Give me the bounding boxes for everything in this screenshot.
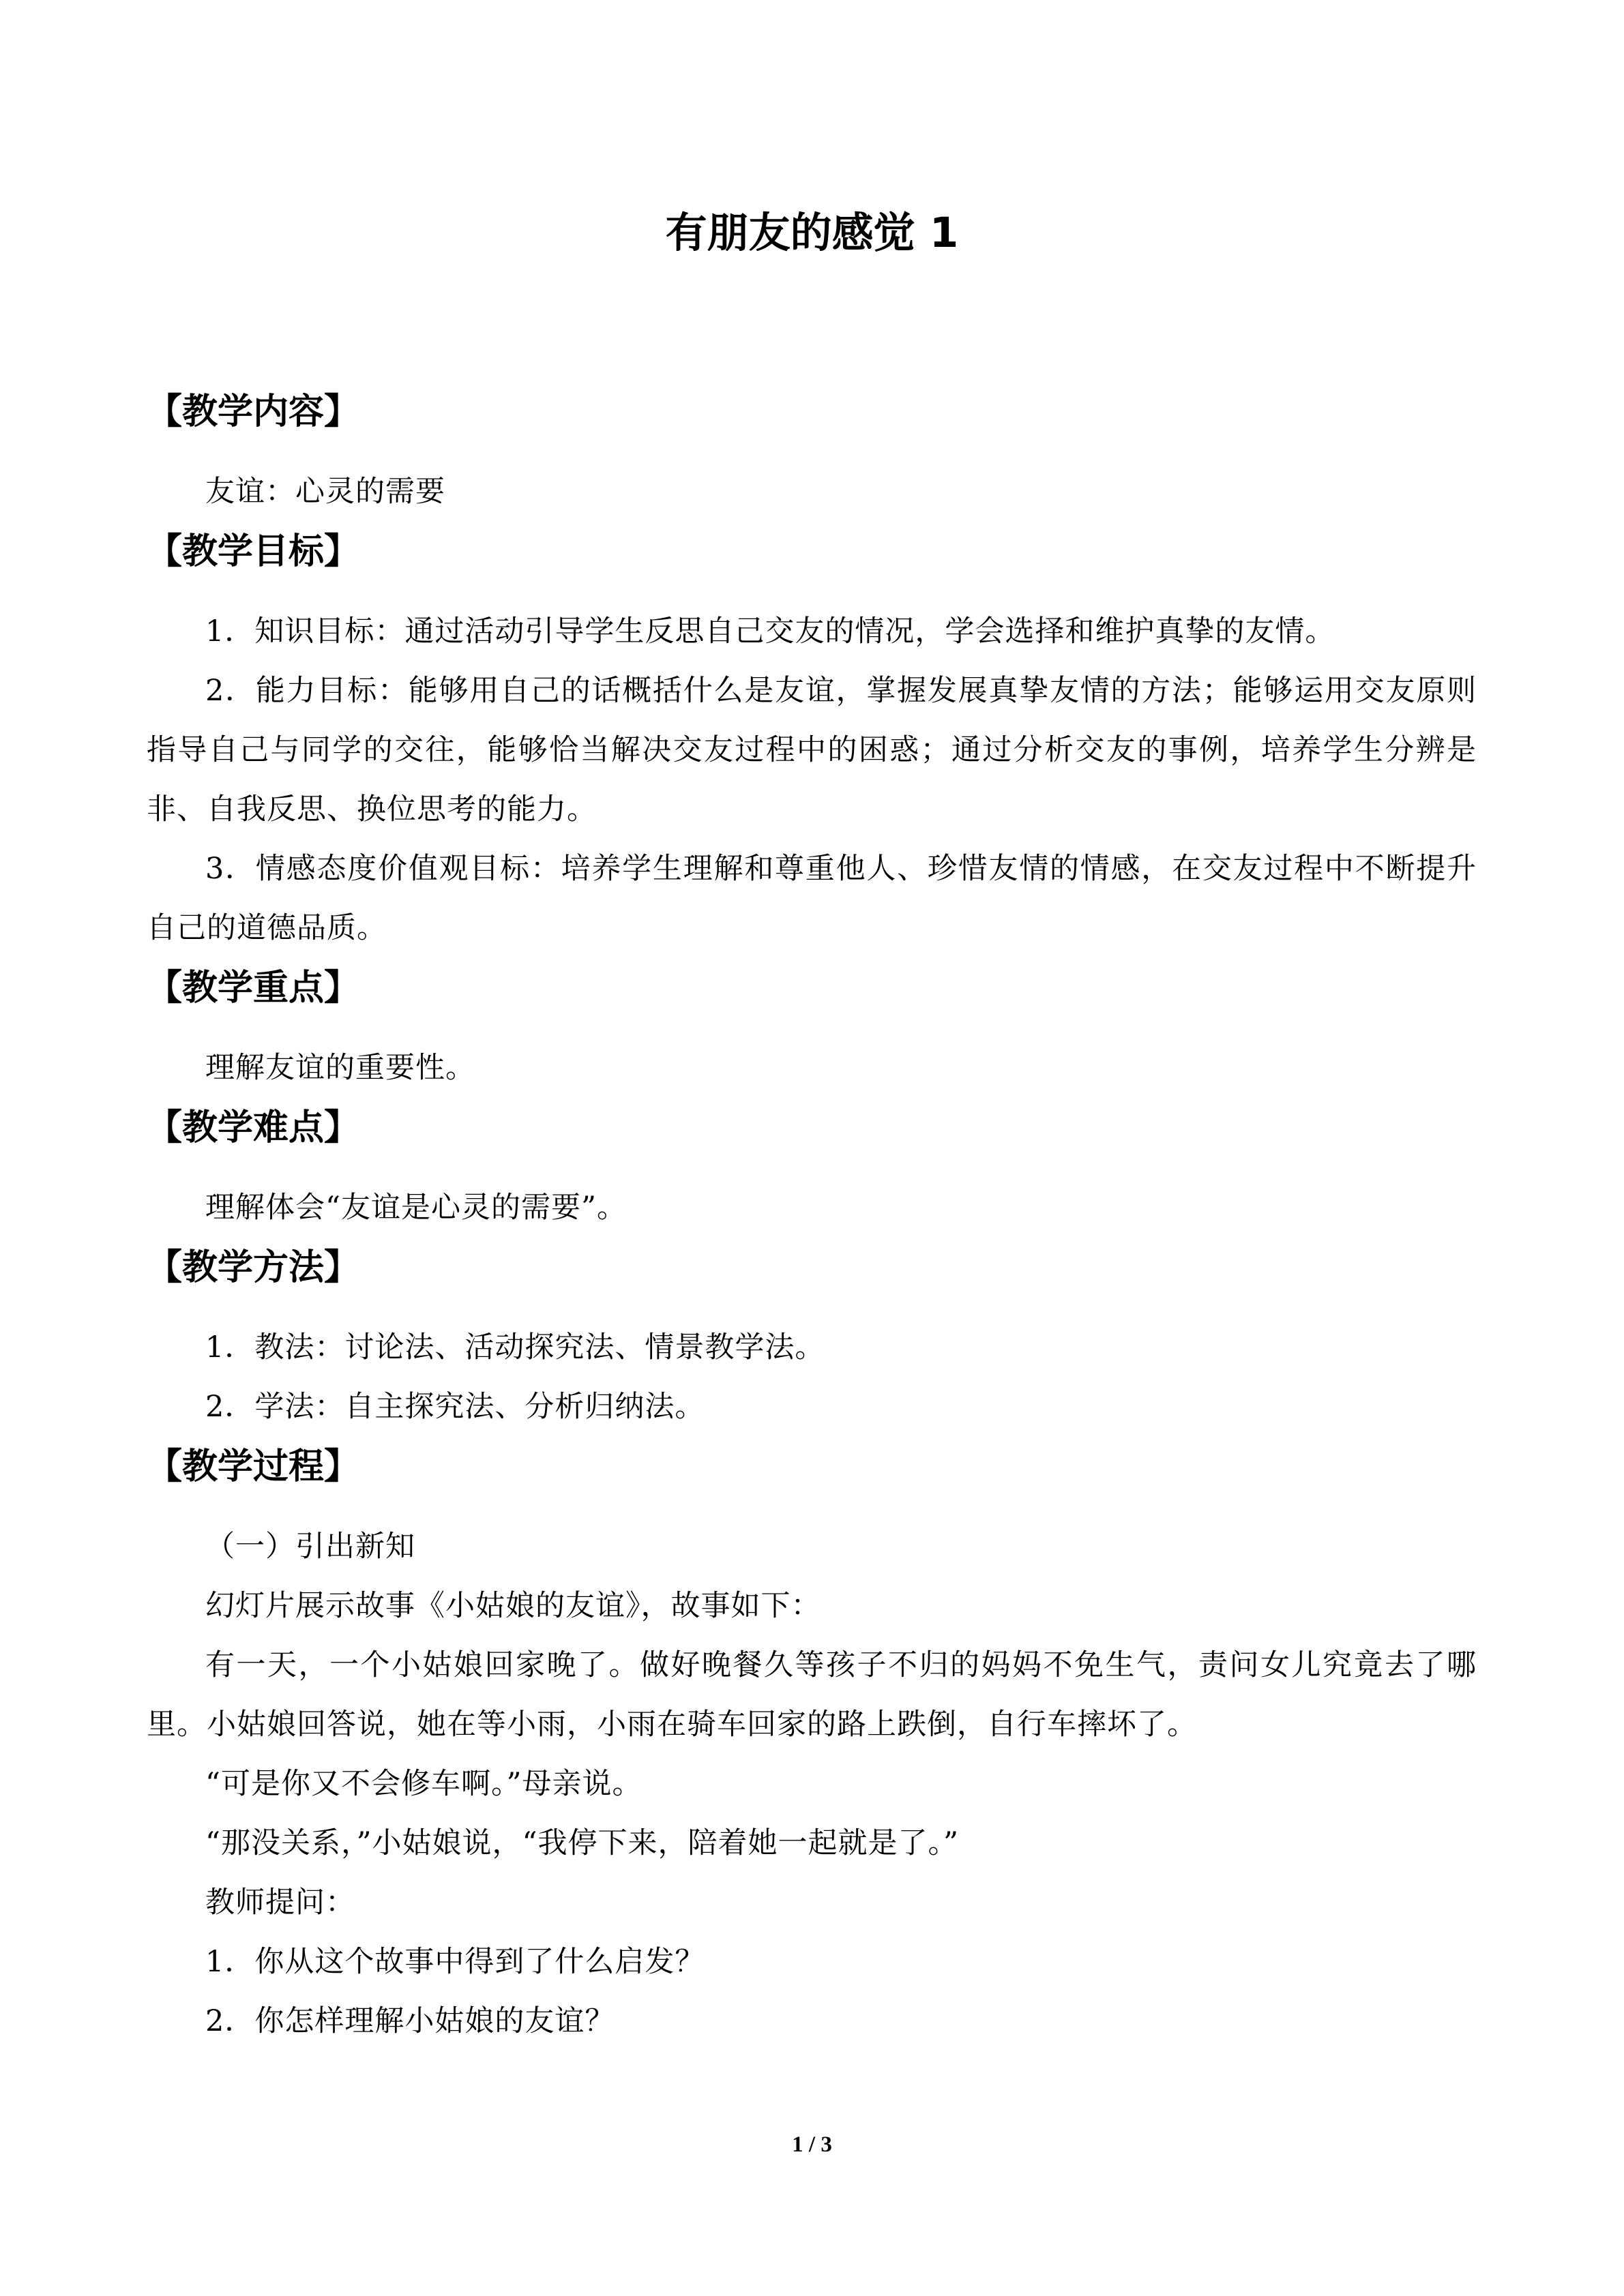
paragraph: 教师提问： (205, 1885, 355, 1920)
paragraph: 有一天，一个小姑娘回家晚了。做好晚餐久等孩子不归的妈妈不免生气，责问女儿究竟去了哪里。小姑娘回答说，她在等小雨，小雨在骑车回家的路上跌倒，自行车摔坏了。 (147, 1648, 1477, 1742)
section-heading: 【教学内容】 (147, 391, 360, 432)
paragraph: 1．知识目标：通过活动引导学生反思自己交友的情况，学会选择和维护真挚的友情。 (205, 614, 1335, 648)
paragraph: 理解友谊的重要性。 (205, 1051, 475, 1085)
paragraph: “可是你又不会修车啊。”母亲说。 (205, 1767, 643, 1801)
section-heading: 【教学过程】 (147, 1446, 360, 1487)
document-body (147, 382, 1477, 2051)
section-teaching-focus (147, 958, 1477, 1098)
section-teaching-difficulty (147, 1098, 1477, 1238)
section-heading: 【教学难点】 (147, 1107, 360, 1148)
section-heading: 【教学重点】 (147, 968, 360, 1009)
paragraph: 2．你怎样理解小姑娘的友谊？ (205, 2004, 615, 2038)
paragraph: 幻灯片展示故事《小姑娘的友谊》，故事如下： (205, 1589, 821, 1623)
paragraph: 友谊：心灵的需要 (205, 475, 445, 509)
page-number: 1 / 3 (792, 2132, 832, 2157)
paragraph: 3．情感态度价值观目标：培养学生理解和尊重他人、珍惜友情的情感，在交友过程中不断提升自己的道德品质。 (147, 852, 1477, 945)
paragraph: 1．你从这个故事中得到了什么启发？ (205, 1945, 705, 1979)
section-heading: 【教学目标】 (147, 531, 360, 572)
section-teaching-process (147, 1437, 1477, 2051)
section-teaching-content (147, 382, 1477, 522)
paragraph: “那没关系，”小姑娘说，“我停下来，陪着她一起就是了。” (205, 1826, 959, 1860)
section-teaching-goals (147, 522, 1477, 958)
paragraph: 2．学法：自主探究法、分析归纳法。 (205, 1390, 705, 1424)
section-heading: 【教学方法】 (147, 1247, 360, 1288)
paragraph: 理解体会“友谊是心灵的需要”。 (205, 1191, 627, 1225)
document-title: 有朋友的感觉 1 (665, 209, 959, 257)
section-teaching-methods (147, 1238, 1477, 1437)
paragraph: （一）引出新知 (205, 1530, 415, 1564)
paragraph: 1．教法：讨论法、活动探究法、情景教学法。 (205, 1330, 825, 1365)
paragraph: 2．能力目标：能够用自己的话概括什么是友谊，掌握发展真挚友情的方法；能够运用交友原则指导自己与同学的交往，能够恰当解决交友过程中的困惑；通过分析交友的事例，培养学生分辨是非、自我反思、换位思考的能力。 (147, 674, 1477, 826)
